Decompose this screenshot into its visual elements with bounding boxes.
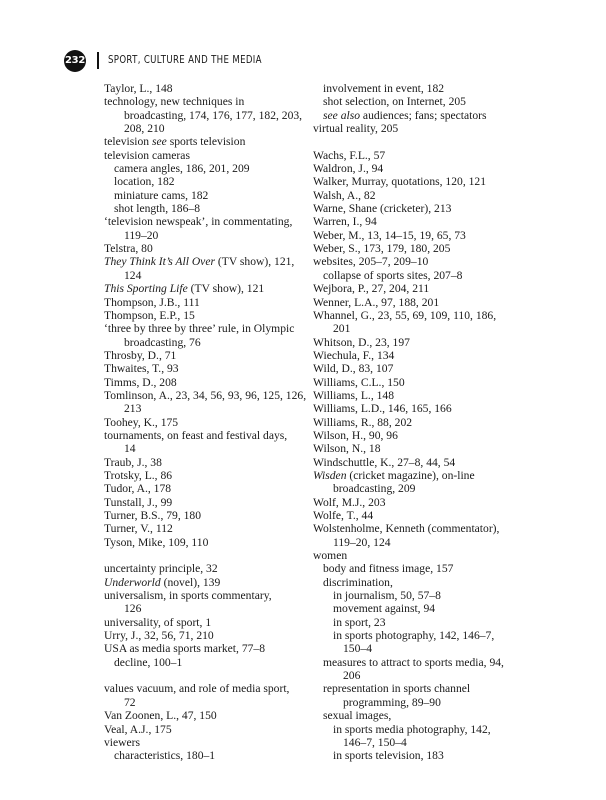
- index-entry: [104, 82, 308, 95]
- index-entry-text: Williams, L., 148: [313, 388, 395, 402]
- index-entry-text: Wejbora, P., 27, 204, 211: [313, 282, 430, 296]
- index-entry: [104, 162, 308, 175]
- index-entry-text: 119–20: [124, 228, 159, 242]
- index-entry: [104, 376, 308, 389]
- index-entry-text: Turner, B.S., 79, 180: [104, 509, 202, 522]
- index-entry-text: involvement in event, 182: [323, 82, 445, 95]
- index-entry-text: Tomlinson, A., 23, 34, 56, 93, 96, 125, 126,: [104, 388, 307, 402]
- index-entry: [313, 696, 513, 709]
- index-entry: [104, 589, 308, 602]
- index-entry: [104, 562, 308, 575]
- index-entry-text: Timms, D., 208: [104, 375, 177, 389]
- index-entry: [104, 616, 308, 629]
- index-entry: [313, 442, 513, 455]
- index-entry-text: 146–7, 150–4: [343, 735, 407, 749]
- index-entry: [313, 429, 513, 442]
- index-entry: [104, 456, 308, 469]
- index-entry-text: audiences; fans; spectators: [360, 108, 487, 122]
- index-entry: [104, 135, 308, 148]
- index-entry: [313, 95, 513, 108]
- index-entry: [104, 442, 308, 455]
- index-entry: [313, 562, 513, 575]
- index-entry-text: 119–20, 124: [333, 535, 391, 549]
- index-entry: [313, 482, 513, 495]
- index-entry-text: Wolfe, T., 44: [313, 509, 374, 522]
- page-number-badge: 232: [64, 50, 86, 72]
- index-entry: [104, 322, 308, 335]
- index-entry-text: Wiechula, F., 134: [313, 348, 395, 362]
- index-entry-text: representation in sports channel: [323, 682, 471, 696]
- index-entry: [313, 122, 513, 135]
- index-entry: [313, 709, 513, 722]
- index-entry-text: miniature cams, 182: [114, 188, 209, 202]
- index-entry-text: Wild, D., 83, 107: [313, 362, 394, 376]
- index-entry-text: uncertainty principle, 32: [104, 562, 218, 576]
- index-entry: [104, 682, 308, 695]
- index-entry: [104, 416, 308, 429]
- index-entry-text: Wolstenholme, Kenneth (commentator),: [313, 522, 500, 536]
- index-entry-italic-text: see: [151, 135, 167, 149]
- index-entry-text: websites, 205–7, 209–10: [313, 255, 429, 269]
- index-entry: [104, 95, 308, 108]
- index-entry-text: Van Zoonen, L., 47, 150: [104, 709, 217, 723]
- index-entry: [313, 522, 513, 535]
- index-entry: [104, 149, 308, 162]
- index-entry: [313, 229, 513, 242]
- index-entry-text: Telstra, 80: [104, 242, 153, 256]
- index-entry-text: ‘three by three by three’ rule, in Olympic: [104, 322, 295, 336]
- index-entry: [313, 576, 513, 589]
- index-entry: [104, 723, 308, 736]
- index-entry-text: broadcasting, 76: [124, 335, 201, 349]
- index-entry: [313, 602, 513, 615]
- index-entry-text: universality, of sport, 1: [104, 615, 212, 629]
- index-entry-italic-text: They Think It’s All Over: [104, 255, 215, 269]
- index-entry: [104, 309, 308, 322]
- index-entry-text: 126: [124, 602, 142, 616]
- index-entry-text: camera angles, 186, 201, 209: [114, 162, 250, 176]
- index-entry-text: Throsby, D., 71: [104, 348, 177, 362]
- index-entry-text: Walker, Murray, quotations, 120, 121: [313, 175, 487, 189]
- index-entry-text: Whitson, D., 23, 197: [313, 335, 410, 349]
- index-entry: [104, 109, 308, 122]
- section-gap: [104, 669, 308, 682]
- index-entry-text: (TV show), 121,: [215, 255, 295, 269]
- index-entry-text: Tyson, Mike, 109, 110: [104, 535, 209, 549]
- index-entry-text: television cameras: [104, 148, 190, 162]
- index-entry-text: broadcasting, 209: [333, 482, 416, 496]
- index-entry-text: in sports television, 183: [333, 749, 444, 763]
- index-entry: [313, 242, 513, 255]
- index-entry: [313, 175, 513, 188]
- index-entry-text: (TV show), 121: [187, 282, 265, 296]
- index-entry: [104, 269, 308, 282]
- index-entry: [313, 456, 513, 469]
- index-entry-text: Williams, C.L., 150: [313, 375, 405, 389]
- index-entry-text: Traub, J., 38: [104, 455, 162, 469]
- index-entry-text: Wachs, F.L., 57: [313, 148, 386, 162]
- index-entry: [104, 522, 308, 535]
- index-entry-text: women: [313, 549, 348, 563]
- index-entry: [104, 349, 308, 362]
- index-entry: [313, 162, 513, 175]
- index-entry: [313, 322, 513, 335]
- index-entry-text: decline, 100–1: [114, 655, 183, 669]
- index-entry: [313, 469, 513, 482]
- index-entry-text: Wolf, M.J., 203: [313, 495, 386, 509]
- index-entry: [313, 336, 513, 349]
- index-entry-text: sports television: [166, 135, 246, 149]
- index-entry: [313, 656, 513, 669]
- index-entry: [104, 255, 308, 268]
- running-head: SPORT, CULTURE AND THE MEDIA: [108, 54, 262, 66]
- index-entry-text: USA as media sports market, 77–8: [104, 642, 266, 656]
- index-entry-text: in sports photography, 142, 146–7,: [333, 629, 495, 643]
- index-entry-text: Williams, R., 88, 202: [313, 415, 413, 429]
- index-entry: [104, 429, 308, 442]
- index-entry: [104, 736, 308, 749]
- index-entry-text: movement against, 94: [333, 602, 436, 616]
- header-divider: [97, 52, 99, 69]
- index-entry-text: Taylor, L., 148: [104, 82, 173, 95]
- index-entry: [104, 202, 308, 215]
- index-entry-text: Urry, J., 32, 56, 71, 210: [104, 629, 214, 643]
- index-entry: [104, 389, 308, 402]
- index-entry-text: ‘television newspeak’, in commentating,: [104, 215, 293, 229]
- index-entry-text: 72: [124, 695, 136, 709]
- index-entry-text: Waldron, J., 94: [313, 162, 384, 176]
- index-entry: [313, 376, 513, 389]
- index-entry-text: Williams, L.D., 146, 165, 166: [313, 402, 452, 416]
- index-entry: [313, 589, 513, 602]
- index-entry: [313, 629, 513, 642]
- index-entry: [313, 416, 513, 429]
- index-entry: [104, 229, 308, 242]
- index-entry: [313, 536, 513, 549]
- index-entry-text: programming, 89–90: [343, 695, 441, 709]
- index-entry: [104, 709, 308, 722]
- index-entry: [104, 215, 308, 228]
- index-entry-text: Warren, I., 94: [313, 215, 377, 229]
- index-entry: [313, 642, 513, 655]
- index-entry-italic-text: see also: [323, 108, 361, 122]
- index-entry-text: body and fitness image, 157: [323, 562, 454, 576]
- index-entry: [313, 749, 513, 762]
- index-entry-text: television: [104, 135, 152, 149]
- index-entry: [313, 362, 513, 375]
- page-header: [64, 49, 544, 73]
- index-entry: [313, 215, 513, 228]
- index-entry-text: Wilson, N., 18: [313, 442, 381, 456]
- index-entry-text: in sports media photography, 142,: [333, 722, 491, 736]
- index-entry-italic-text: Wisden: [313, 468, 347, 482]
- index-entry-text: Walsh, A., 82: [313, 188, 376, 202]
- index-column-left: [104, 82, 308, 763]
- index-entry-text: Weber, S., 173, 179, 180, 205: [313, 242, 451, 256]
- index-entry: [104, 696, 308, 709]
- section-gap: [313, 135, 513, 148]
- index-entry: [313, 389, 513, 402]
- index-entry: [104, 536, 308, 549]
- index-entry: [104, 282, 308, 295]
- section-gap: [104, 549, 308, 562]
- index-entry-text: 150–4: [343, 642, 372, 656]
- index-entry-text: Wenner, L.A., 97, 188, 201: [313, 295, 440, 309]
- index-entry-text: in journalism, 50, 57–8: [333, 589, 441, 603]
- index-entry: [104, 496, 308, 509]
- index-entry-text: Tunstall, J., 99: [104, 495, 173, 509]
- index-entry: [104, 629, 308, 642]
- index-entry-text: 208, 210: [124, 122, 165, 136]
- index-entry-text: location, 182: [114, 175, 175, 189]
- index-entry: [313, 682, 513, 695]
- index-entry-text: technology, new techniques in: [104, 95, 245, 109]
- index-entry-text: 206: [343, 669, 361, 683]
- index-entry: [313, 109, 513, 122]
- index-entry-text: Trotsky, L., 86: [104, 468, 173, 482]
- index-entry-text: viewers: [104, 735, 141, 749]
- index-entry: [104, 296, 308, 309]
- index-entry: [313, 669, 513, 682]
- index-entry-text: characteristics, 180–1: [114, 749, 216, 763]
- index-entry: [313, 349, 513, 362]
- index-entry-text: in sport, 23: [333, 615, 386, 629]
- index-entry-text: broadcasting, 174, 176, 177, 182, 203,: [124, 108, 303, 122]
- index-entry-text: 14: [124, 442, 136, 456]
- index-entry: [313, 189, 513, 202]
- index-entry-text: universalism, in sports commentary,: [104, 589, 272, 603]
- index-entry: [313, 549, 513, 562]
- index-entry-text: 213: [124, 402, 142, 416]
- index-column-right: [313, 82, 513, 763]
- index-entry: [104, 602, 308, 615]
- index-entry-text: (novel), 139: [160, 575, 221, 589]
- index-entry-text: Veal, A.J., 175: [104, 722, 172, 736]
- index-entry: [104, 656, 308, 669]
- index-entry-text: Thompson, J.B., 111: [104, 295, 200, 309]
- index-entry-italic-text: This Sporting Life: [104, 282, 188, 296]
- index-entry: [313, 402, 513, 415]
- index-entry-text: Whannel, G., 23, 55, 69, 109, 110, 186,: [313, 308, 497, 322]
- index-entry: [104, 402, 308, 415]
- index-entry: [104, 362, 308, 375]
- index-entry-text: virtual reality, 205: [313, 122, 399, 136]
- index-entry: [313, 269, 513, 282]
- index-entry: [104, 642, 308, 655]
- index-entry-text: shot length, 186–8: [114, 202, 200, 216]
- index-entry-text: tournaments, on feast and festival days,: [104, 428, 288, 442]
- index-entry: [313, 496, 513, 509]
- index-entry-text: Tudor, A., 178: [104, 482, 172, 496]
- index-entry: [104, 482, 308, 495]
- index-entry: [104, 336, 308, 349]
- index-entry-text: Thwaites, T., 93: [104, 362, 179, 376]
- index-entry: [104, 576, 308, 589]
- index-entry-text: 124: [124, 268, 142, 282]
- index-entry-text: Thompson, E.P., 15: [104, 308, 195, 322]
- index-entry: [104, 189, 308, 202]
- index-entry-text: shot selection, on Internet, 205: [323, 95, 466, 109]
- index-entry-italic-text: Underworld: [104, 575, 161, 589]
- index-entry: [104, 469, 308, 482]
- index-entry: [313, 616, 513, 629]
- index-entry-text: measures to attract to sports media, 94,: [323, 655, 504, 669]
- index-entry-text: Toohey, K., 175: [104, 415, 179, 429]
- index-entry-text: Turner, V., 112: [104, 522, 173, 536]
- index-entry-text: sexual images,: [323, 709, 392, 723]
- index-entry: [104, 175, 308, 188]
- index-entry-text: (cricket magazine), on-line: [346, 468, 475, 482]
- index-entry-text: values vacuum, and role of media sport,: [104, 682, 290, 696]
- index-entry: [313, 309, 513, 322]
- index-entry: [313, 509, 513, 522]
- index-entry: [313, 736, 513, 749]
- index-entry-text: discrimination,: [323, 575, 393, 589]
- index-entry-text: Wilson, H., 90, 96: [313, 428, 398, 442]
- index-entry: [313, 282, 513, 295]
- index-entry: [313, 149, 513, 162]
- index-entry-text: 201: [333, 322, 351, 336]
- index-entry: [104, 122, 308, 135]
- index-entry: [313, 296, 513, 309]
- index-entry: [313, 255, 513, 268]
- index-entry-text: collapse of sports sites, 207–8: [323, 268, 463, 282]
- index-entry-text: Weber, M., 13, 14–15, 19, 65, 73: [313, 228, 466, 242]
- index-entry: [313, 82, 513, 95]
- index-entry: [104, 749, 308, 762]
- index-entry-text: Warne, Shane (cricketer), 213: [313, 202, 452, 216]
- index-entry-text: Windschuttle, K., 27–8, 44, 54: [313, 455, 456, 469]
- index-entry: [313, 202, 513, 215]
- index-entry: [104, 509, 308, 522]
- index-entry: [313, 723, 513, 736]
- index-entry: [104, 242, 308, 255]
